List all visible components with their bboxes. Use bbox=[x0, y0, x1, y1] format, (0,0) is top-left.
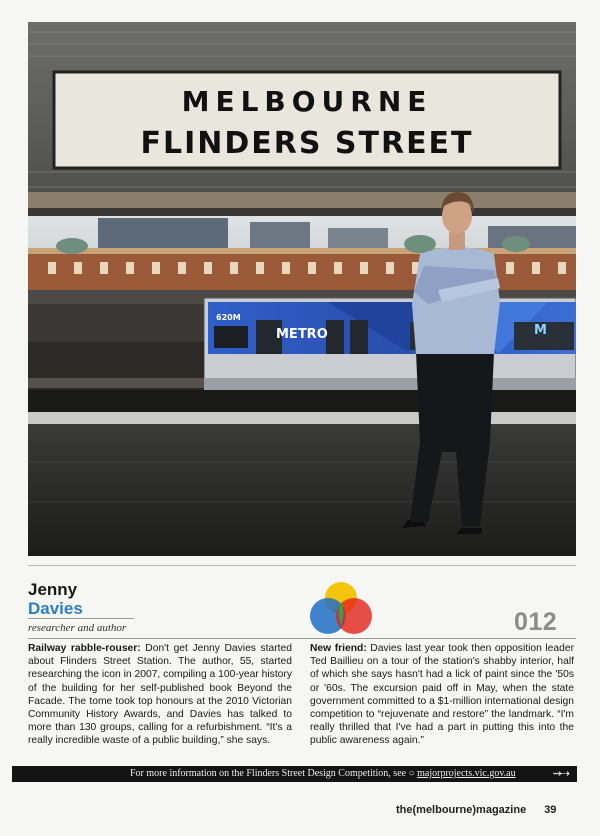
sign-line2: FLINDERS STREET bbox=[140, 126, 474, 161]
train-logo: M bbox=[534, 323, 547, 338]
last-name: Davies bbox=[28, 599, 83, 618]
divider-mid bbox=[28, 638, 576, 639]
right-lead: New friend: bbox=[310, 643, 367, 654]
info-link[interactable]: majorprojects.vic.gov.au bbox=[417, 768, 516, 779]
article-column-right bbox=[310, 642, 574, 748]
info-text-wrap bbox=[130, 766, 516, 782]
name-underline bbox=[28, 618, 134, 619]
sign-line1: MELBOURNE bbox=[181, 85, 433, 118]
link-icon: ○ bbox=[408, 768, 415, 779]
info-bar bbox=[12, 766, 577, 782]
station-photo bbox=[28, 22, 576, 556]
role-caption: researcher and author bbox=[28, 622, 127, 634]
overlapping-circles-logo-icon bbox=[306, 580, 376, 638]
left-lead: Railway rabble-rouser: bbox=[28, 643, 141, 654]
train-number: 620M bbox=[216, 313, 241, 322]
info-text: For more information on the Flinders Street Design Competition, see bbox=[130, 768, 407, 779]
first-name: Jenny bbox=[28, 580, 78, 599]
left-body: Don't get Jenny Davies started about Flinders Street Station. The author, 55, started researching the icon in 2007, compiling a 100-year history of the building for her self-published book Beyond the Facade. The tome took top honours at the 2010 Victorian Community History Awards, and Davies has talked to more than 130 groups, calling for a refurbishment. “It's a really incredible waste of a public building,” she says. bbox=[28, 643, 292, 747]
profile-number: 012 bbox=[514, 608, 558, 636]
page-number: 39 bbox=[544, 804, 557, 816]
double-arrow-right-icon: ⇝⇢ bbox=[552, 768, 569, 780]
magazine-name: the(melbourne)magazine bbox=[396, 804, 527, 816]
article-column-left bbox=[28, 642, 292, 748]
name-block bbox=[28, 580, 168, 618]
page-footer bbox=[396, 804, 556, 816]
divider-top bbox=[28, 565, 576, 566]
train-brand: METRO bbox=[276, 327, 328, 342]
right-body: Davies last year took then opposition leader Ted Baillieu on a tour of the station's shabby interior, half of which she says hasn't had a lick of paint since the '50s or '60s. The excursion paid off in May, when the state government committed to a $1-million international design competition to “rejuvenate and restore” the landmark. “I'm really thrilled that I've had a part in putting this into the public awareness again.” bbox=[310, 643, 574, 747]
